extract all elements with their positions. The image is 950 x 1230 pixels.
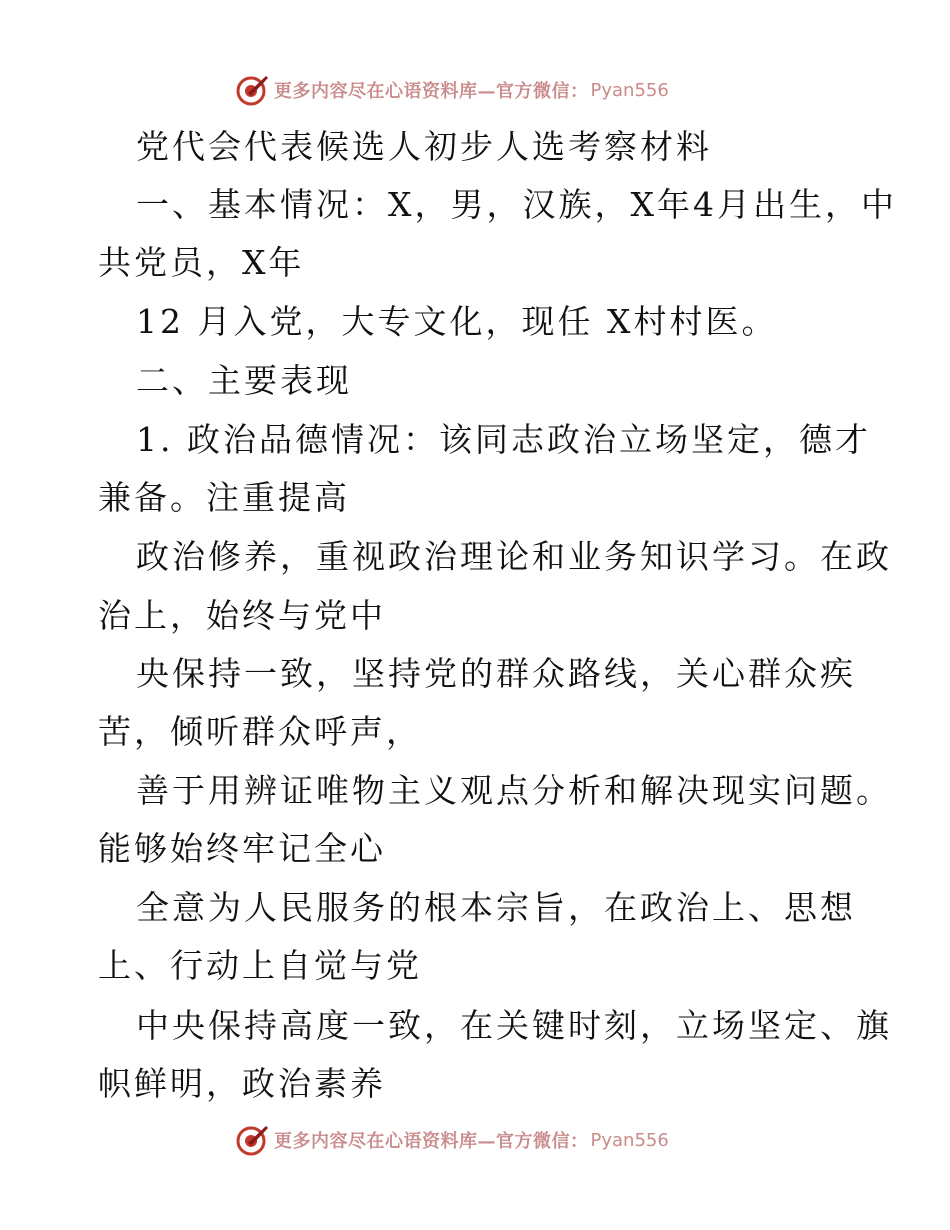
paragraph-line: 1. 政治品德情况：该同志政治立场坚定，德才	[136, 420, 871, 459]
paragraph-line: 一、基本情况：X，男，汉族，X年4月出生，中	[136, 185, 897, 224]
paragraph-line: 共党员，X年	[98, 243, 305, 282]
footer-wechat-id: Pyan556	[590, 1129, 669, 1151]
paragraph-line: 善于用辨证唯物主义观点分析和解决现实问题。	[136, 771, 892, 810]
paragraph-line: 政治修养，重视政治理论和业务知识学习。在政	[136, 537, 892, 576]
paragraph-line: 治上，始终与党中	[98, 596, 386, 635]
quill-seal-icon	[236, 1123, 270, 1157]
section-heading: 二、主要表现	[136, 361, 352, 400]
document-title: 党代会代表候选人初步人选考察材料	[136, 127, 712, 166]
header-banner-text: 更多内容尽在心语资料库—官方微信：	[274, 81, 589, 102]
header-wechat-id: Pyan556	[590, 79, 669, 101]
paragraph-line: 全意为人民服务的根本宗旨，在政治上、思想	[136, 888, 856, 927]
quill-seal-icon	[236, 73, 270, 107]
paragraph-line: 帜鲜明，政治素养	[98, 1064, 386, 1103]
paragraph-line: 能够始终牢记全心	[98, 829, 386, 868]
footer-banner-text: 更多内容尽在心语资料库—官方微信：	[274, 1131, 589, 1152]
paragraph-line: 央保持一致，坚持党的群众路线，关心群众疾	[136, 654, 856, 693]
footer-banner	[236, 1123, 669, 1157]
paragraph-line: 12 月入党，大专文化，现任 X村村医。	[136, 302, 778, 341]
paragraph-line: 兼备。注重提高	[98, 478, 350, 517]
paragraph-line: 苦，倾听群众呼声，	[98, 712, 422, 751]
paragraph-line: 上、行动上自觉与党	[98, 946, 422, 985]
paragraph-line: 中央保持高度一致，在关键时刻，立场坚定、旗	[136, 1006, 892, 1045]
header-banner	[236, 73, 669, 107]
